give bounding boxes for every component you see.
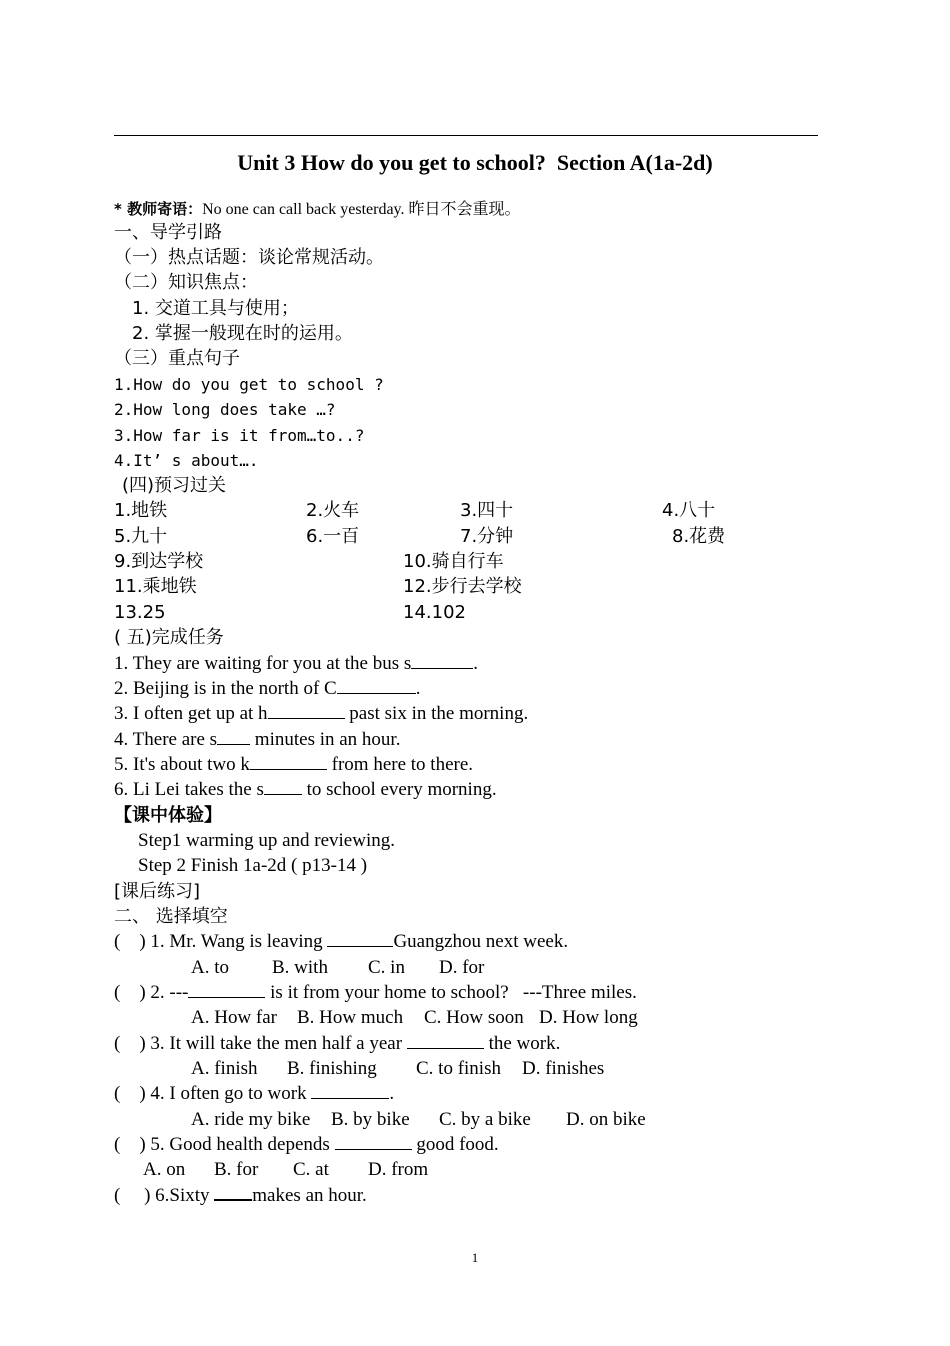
- question-text: ( ) 6.Sixty: [114, 1185, 215, 1206]
- option[interactable]: B. with: [272, 957, 328, 978]
- task-text: from here to there.: [326, 754, 474, 775]
- question-stem: [114, 1133, 499, 1157]
- preview-item: 4.八十: [662, 500, 716, 521]
- focus-item: 2. 掌握一般现在时的运用。: [132, 323, 353, 344]
- option[interactable]: C. in: [368, 957, 405, 978]
- section1-heading: 一、导学引路: [114, 222, 222, 243]
- question-text: .: [389, 1083, 395, 1104]
- option[interactable]: D. on bike: [566, 1109, 646, 1130]
- option[interactable]: D. from: [368, 1159, 429, 1180]
- question-stem: [114, 930, 568, 954]
- sentences-heading: （三）重点句子: [114, 348, 240, 369]
- task-item: [114, 677, 420, 701]
- task-text: 4. There are s: [114, 729, 218, 750]
- preview-item: 8.花费: [672, 526, 726, 547]
- question-text: ( ) 3. It will take the men half a year: [114, 1033, 407, 1054]
- key-sentence: 2.How long does take …?: [114, 400, 336, 419]
- task-text: to school every morning.: [301, 779, 497, 800]
- option[interactable]: B. finishing: [287, 1058, 377, 1079]
- task-text: 3. I often get up at h: [114, 703, 268, 724]
- page-number: 1: [471, 1250, 479, 1265]
- preview-item: 14.102: [403, 602, 466, 623]
- question-stem: [114, 1032, 560, 1056]
- task-heading: ( 五)完成任务: [114, 627, 224, 648]
- question-text: makes an hour.: [252, 1185, 367, 1206]
- option[interactable]: A. finish: [191, 1058, 258, 1079]
- preview-item: 9.到达学校: [114, 551, 204, 572]
- option[interactable]: B. by bike: [331, 1109, 410, 1130]
- key-sentence: 1.How do you get to school ?: [114, 375, 384, 394]
- option[interactable]: A. to: [191, 957, 229, 978]
- question-text: the work.: [483, 1033, 561, 1054]
- option[interactable]: C. How soon: [424, 1007, 524, 1028]
- preview-item: 10.骑自行车: [403, 551, 504, 572]
- task-item: [114, 652, 478, 676]
- preview-item: 3.四十: [460, 500, 514, 521]
- answer-blank[interactable]: [217, 730, 250, 745]
- answer-blank[interactable]: [411, 654, 473, 669]
- preview-item: 11.乘地铁: [114, 576, 197, 597]
- task-item: [114, 753, 473, 777]
- preview-item: 6.一百: [306, 526, 360, 547]
- option[interactable]: A. How far: [191, 1007, 278, 1028]
- question-text: ( ) 2. ---: [114, 982, 189, 1003]
- task-item: [114, 702, 528, 726]
- answer-blank[interactable]: [327, 932, 393, 947]
- answer-blank[interactable]: [214, 1185, 252, 1201]
- option[interactable]: C. by a bike: [439, 1109, 531, 1130]
- answer-blank[interactable]: [268, 704, 345, 719]
- question-text: ( ) 1. Mr. Wang is leaving: [114, 931, 328, 952]
- task-text: 2. Beijing is in the north of C: [114, 678, 337, 699]
- option[interactable]: D. finishes: [522, 1058, 605, 1079]
- question-stem: [114, 1184, 367, 1208]
- option[interactable]: B. How much: [297, 1007, 404, 1028]
- preview-item: 5.九十: [114, 526, 168, 547]
- task-text: .: [415, 678, 421, 699]
- option[interactable]: A. ride my bike: [191, 1109, 311, 1130]
- preview-item: 1.地铁: [114, 500, 168, 521]
- question-stem: [114, 981, 637, 1005]
- option[interactable]: D. How long: [539, 1007, 638, 1028]
- option[interactable]: D. for: [439, 957, 485, 978]
- page-title: Unit 3 How do you get to school? Section A(1a-2d): [237, 150, 713, 175]
- answer-blank[interactable]: [250, 755, 327, 770]
- question-stem: [114, 1082, 394, 1106]
- preview-item: 12.步行去学校: [403, 576, 522, 597]
- preview-item: 2.火车: [306, 500, 360, 521]
- question-text: good food.: [411, 1134, 499, 1155]
- preview-item: 7.分钟: [460, 526, 514, 547]
- task-text: .: [473, 653, 478, 674]
- question-text: ( ) 4. I often go to work: [114, 1083, 312, 1104]
- option[interactable]: C. at: [293, 1159, 329, 1180]
- task-text: past six in the morning.: [344, 703, 529, 724]
- task-text: 1. They are waiting for you at the bus s: [114, 653, 412, 674]
- question-text: is it from your home to school? ---Three miles.: [265, 982, 637, 1003]
- motto-text: No one can call back yesterday. 昨日不会重现。: [202, 201, 521, 218]
- class-experience-heading: 【课中体验】: [114, 805, 222, 826]
- motto-label: * 教师寄语：: [114, 200, 203, 218]
- step-item: Step1 warming up and reviewing.: [138, 830, 395, 851]
- answer-blank[interactable]: [407, 1034, 484, 1049]
- answer-blank[interactable]: [337, 679, 416, 694]
- task-text: minutes in an hour.: [250, 729, 401, 750]
- hot-topic: （一）热点话题：谈论常规活动。: [114, 247, 384, 268]
- answer-blank[interactable]: [311, 1084, 389, 1099]
- after-class-heading: [课后练习]: [114, 881, 201, 902]
- preview-item: 13.25: [114, 602, 166, 623]
- focus-heading: （二）知识焦点：: [114, 272, 258, 293]
- task-text: 5. It's about two k: [114, 754, 250, 775]
- teacher-motto: [114, 198, 521, 221]
- option[interactable]: B. for: [214, 1159, 259, 1180]
- option[interactable]: A. on: [143, 1159, 186, 1180]
- question-text: Guangzhou next week.: [393, 931, 569, 952]
- key-sentence: 3.How far is it from…to..?: [114, 426, 365, 445]
- task-item: [114, 728, 400, 752]
- task-item: [114, 778, 497, 802]
- task-text: 6. Li Lei takes the s: [114, 779, 264, 800]
- key-sentence: 4.It’ s about….: [114, 451, 259, 470]
- option[interactable]: C. to finish: [416, 1058, 501, 1079]
- focus-item: 1. 交道工具与使用；: [132, 298, 299, 319]
- question-text: ( ) 5. Good health depends: [114, 1134, 335, 1155]
- step-item: Step 2 Finish 1a-2d ( p13-14 ): [138, 855, 368, 876]
- answer-blank[interactable]: [188, 983, 265, 998]
- answer-blank[interactable]: [335, 1135, 412, 1150]
- header-rule: [114, 135, 818, 136]
- choice-section-title: 二、 选择填空: [114, 906, 228, 927]
- preview-heading: (四)预习过关: [122, 475, 227, 496]
- answer-blank[interactable]: [264, 780, 302, 795]
